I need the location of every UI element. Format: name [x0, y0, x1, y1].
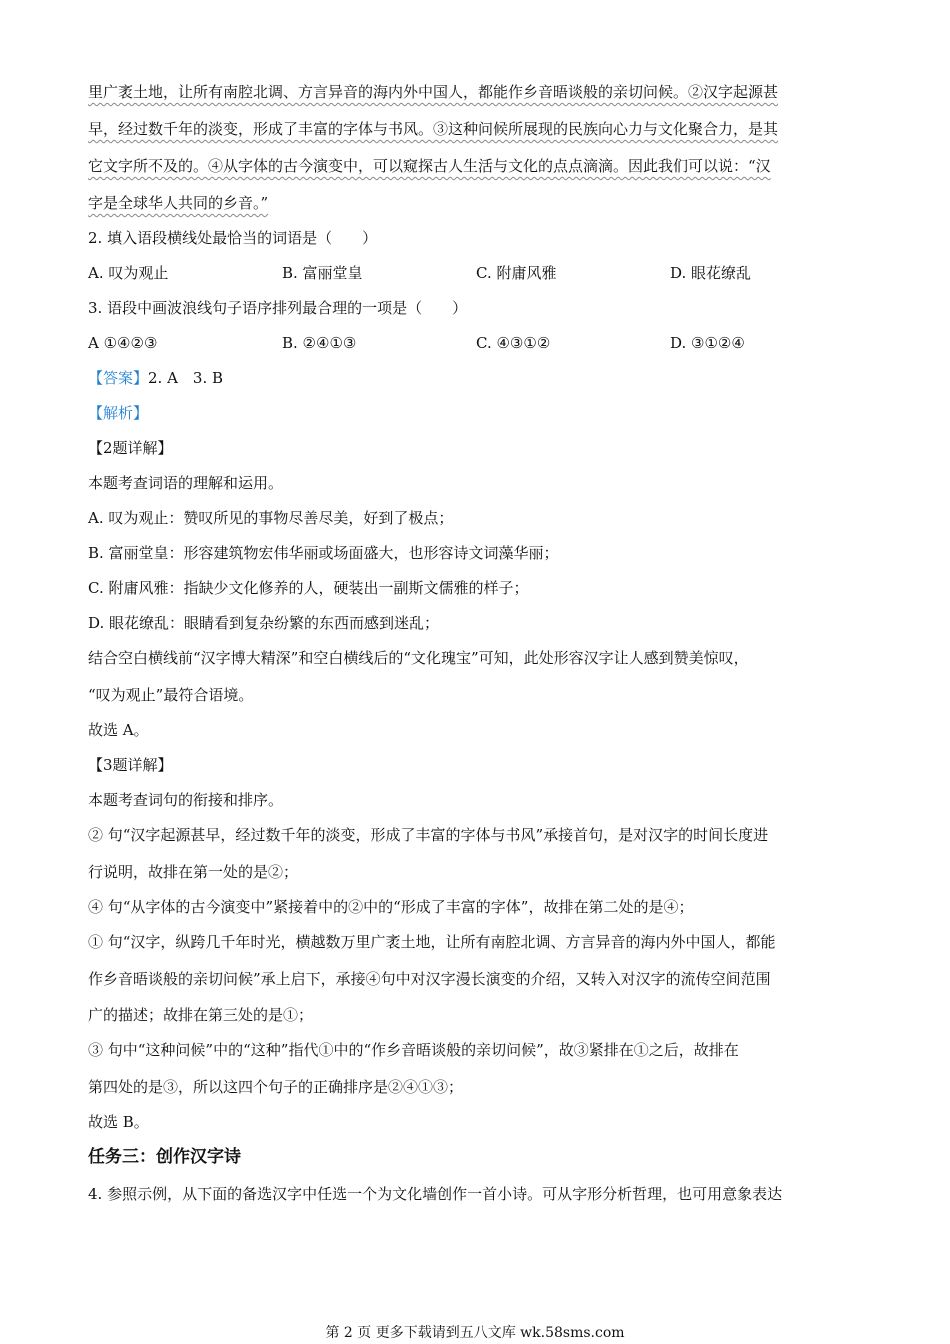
passage-line-1: 里广袤土地，让所有南腔北调、方言异音的海内外中国人，都能作乡音晤谈般的亲切问候。②汉字起源甚 — [88, 83, 779, 101]
detail-2-title: 【2题详解】 — [88, 439, 173, 457]
q2-option-d: D. 眼花缭乱 — [670, 264, 752, 282]
detail-2-conclusion-1: 结合空白横线前“汉字博大精深”和空白横线后的“文化瑰宝”可知，此处形容汉字让人感到赞美惊叹， — [88, 649, 749, 667]
passage-line-4: 字是全球华人共同的乡音。” — [88, 194, 269, 212]
detail-3-para-3a: ① 句“汉字，纵跨几千年时光，横越数万里广袤土地，让所有南腔北调、方言异音的海内外中国人，都能 — [88, 933, 776, 951]
detail-3-para-2: ④ 句“从字体的古今演变中”紧接着中的②中的“形成了丰富的字体”，故排在第二处的是④； — [88, 898, 694, 916]
detail-2-conclusion-2: “叹为观止”最符合语境。 — [88, 686, 254, 704]
detail-3-para-4b: 第四处的是③，所以这四个句子的正确排序是②④①③； — [88, 1078, 464, 1096]
passage-line-2: 早，经过数千年的淡变，形成了丰富的字体与书风。③这种问候所展现的民族向心力与文化聚合力，是其 — [88, 120, 779, 138]
detail-3-choice: 故选 B。 — [88, 1113, 149, 1131]
q2-option-b: B. 富丽堂皇 — [282, 264, 363, 282]
detail-3-para-1b: 行说明，故排在第一处的是②； — [88, 863, 299, 881]
detail-2-option-c: C. 附庸风雅：指缺少文化修养的人，硬装出一副斯文儒雅的样子； — [88, 579, 529, 597]
question-3-stem: 3. 语段中画波浪线句子语序排列最合理的一项是（ ） — [88, 299, 468, 317]
detail-2-option-d: D. 眼花缭乱：眼睛看到复杂纷繁的东西而感到迷乱； — [88, 614, 440, 632]
page-footer: 第 2 页 更多下载请到五八文库 wk.58sms.com — [325, 1325, 625, 1341]
q3-option-c: C. ④③①② — [476, 334, 551, 352]
passage-line-3: 它文字所不及的。④从字体的古今演变中，可以窥探古人生活与文化的点点滴滴。因此我们可以说：“汉 — [88, 157, 771, 175]
detail-2-choice: 故选 A。 — [88, 721, 149, 739]
q3-option-a: A ①④②③ — [88, 334, 158, 352]
task-3-heading: 任务三：创作汉字诗 — [88, 1147, 241, 1167]
q3-option-b: B. ②④①③ — [282, 334, 357, 352]
q2-option-a: A. 叹为观止 — [88, 264, 169, 282]
question-4-stem: 4. 参照示例，从下面的备选汉字中任选一个为文化墙创作一首小诗。可从字形分析哲理，也可用意象表达 — [88, 1185, 783, 1203]
q3-option-d: D. ③①②④ — [670, 334, 745, 352]
detail-3-para-4a: ③ 句中“这种问候”中的“这种”指代①中的“作乡音晤谈般的亲切问候”，故③紧排在①之后，故排在 — [88, 1041, 739, 1059]
analysis-tag: 【解析】 — [88, 404, 149, 422]
detail-3-para-3b: 作乡音晤谈般的亲切问候”承上启下，承接④句中对汉字漫长演变的介绍，又转入对汉字的流传空间范围 — [88, 970, 771, 988]
detail-3-para-1a: ② 句“汉字起源甚早，经过数千年的淡变，形成了丰富的字体与书风”承接首句，是对汉字的时间长度进 — [88, 826, 769, 844]
detail-3-title: 【3题详解】 — [88, 756, 173, 774]
question-2-stem: 2. 填入语段横线处最恰当的词语是（ ） — [88, 229, 378, 247]
answer-line — [88, 368, 223, 388]
detail-3-intro: 本题考查词句的衔接和排序。 — [88, 791, 284, 809]
q2-option-c: C. 附庸风雅 — [476, 264, 557, 282]
detail-3-para-3c: 广的描述；故排在第三处的是①； — [88, 1006, 314, 1024]
answer-text: 2. A 3. B — [148, 369, 224, 387]
answer-tag: 【答案】 — [88, 369, 149, 387]
detail-2-option-a: A. 叹为观止：赞叹所见的事物尽善尽美，好到了极点； — [88, 509, 454, 527]
detail-2-option-b: B. 富丽堂皇：形容建筑物宏伟华丽或场面盛大，也形容诗文词藻华丽； — [88, 544, 559, 562]
detail-2-intro: 本题考查词语的理解和运用。 — [88, 474, 284, 492]
